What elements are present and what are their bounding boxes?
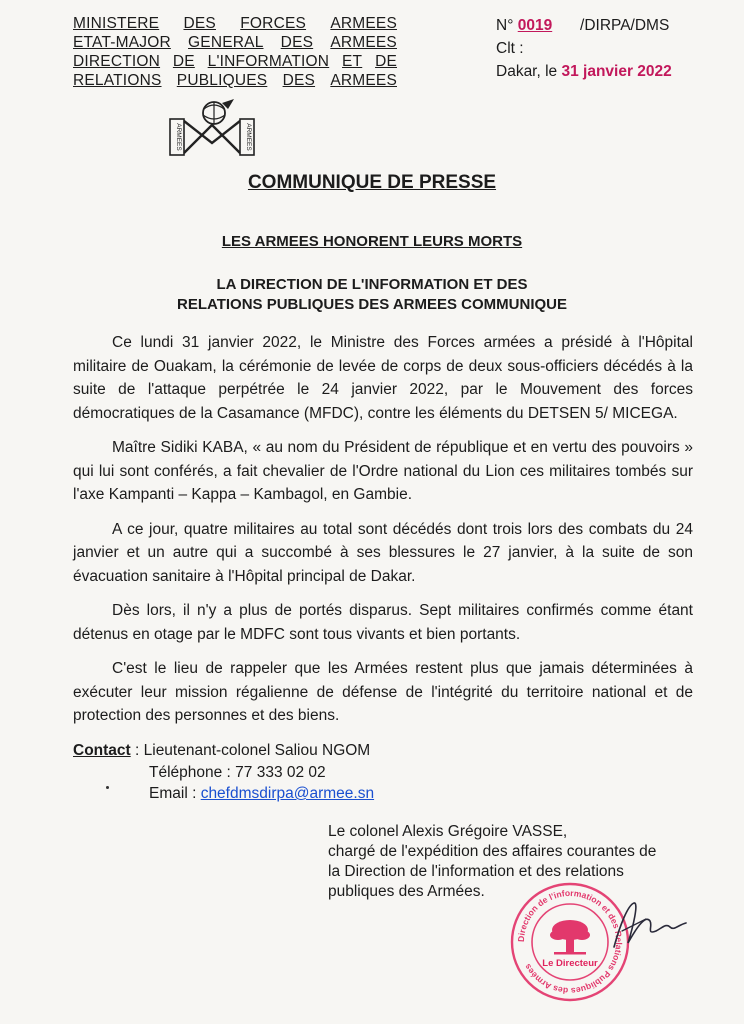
svg-text:ARMEES: ARMEES [245,123,252,151]
svg-text:Direction de l'information et: Direction de l'information et des Relations Publiques des Armées [515,887,625,997]
stamp-center-text: Le Directeur [542,958,598,969]
header-line-2: ETAT-MAJOR GENERAL DES ARMEES [73,34,397,51]
clt-label: Clt : [496,40,524,57]
date-value: 31 janvier 2022 [561,63,672,80]
handwritten-signature [606,895,692,955]
armed-forces-emblem [168,99,256,157]
date-line: Dakar, le 31 janvier 2022 [496,63,672,80]
contact-email-line: Email : chefdmsdirpa@armee.sn [149,785,375,802]
contact-email-link[interactable]: chefdmsdirpa@armee.sn [200,785,375,802]
document-title: COMMUNIQUE DE PRESSE [247,172,497,193]
contact-label: Contact [73,742,131,759]
communique-announcement: LA DIRECTION DE L'INFORMATION ET DES RELATIONS PUBLIQUES DES ARMEES COMMUNIQUE [176,276,568,313]
svg-text:ARMEES: ARMEES [175,123,182,151]
header-line-1: MINISTERE DES FORCES ARMEES [73,15,397,32]
contact-name-line: Contact : Lieutenant-colonel Saliou NGOM [73,742,371,759]
signature-block: Le colonel Alexis Grégoire VASSE, chargé de l'expédition des affaires courantes de la Direction de l'information et des relations publiques des Armées. [328,823,657,900]
paragraph-5: C'est le lieu de rappeler que les Armées restent plus que jamais déterminées à exécuter leur mission régalienne de défense de l'intégrité du territoire national et de protection des personnes et des biens. [73,660,693,724]
contact-block [73,740,374,805]
reference-block [496,14,672,83]
paragraph-1: Ce lundi 31 janvier 2022, le Ministre des Forces armées a présidé à l'Hôpital militaire de Ouakam, la cérémonie de levée de corps de deux sous-officiers décédés à la suite de l'attaque perpétrée le 24 janvier 2022, par le Mouvement des forces démocratiques de la Casamance (MFDC), contre les éléments du DETSEN 5/ MICEGA. [73,334,693,422]
header-line-3: DIRECTION DE L'INFORMATION ET DE [73,53,397,70]
paragraph-4: Dès lors, il n'y a plus de portés disparus. Sept militaires confirmés comme étant détenus en otage par le MDFC sont tous vivants et bien portants. [73,602,693,643]
baobab-tree-icon [550,920,590,955]
ministry-header [73,14,397,90]
paragraph-3: A ce jour, quatre militaires au total sont décédés dont trois lors des combats du 24 janvier et un autre qui a succombé à ses blessures le 27 janvier, à la suite de son évacuation sanitaire à l'Hôpital principal de Dakar. [73,520,693,585]
communique-body [73,331,693,739]
paragraph-2: Maître Sidiki KABA, « au nom du Président de république et en vertu des pouvoirs » qui lui sont conférés, a fait chevalier de l'Ordre national du Lion ces militaires tombés sur l'axe Kampanti – Kappa – Kambagol, en Gambie. [73,439,693,503]
contact-phone: Téléphone : 77 333 02 02 [149,763,326,781]
contact-name: Lieutenant-colonel Saliou NGOM [143,742,371,759]
document-subtitle: LES ARMEES HONORENT LEURS MORTS [221,233,523,250]
bullet-dot [106,786,109,789]
reference-number: N° 0019 /DIRPA/DMS [496,17,670,34]
header-line-4: RELATIONS PUBLIQUES DES ARMEES [73,72,397,89]
